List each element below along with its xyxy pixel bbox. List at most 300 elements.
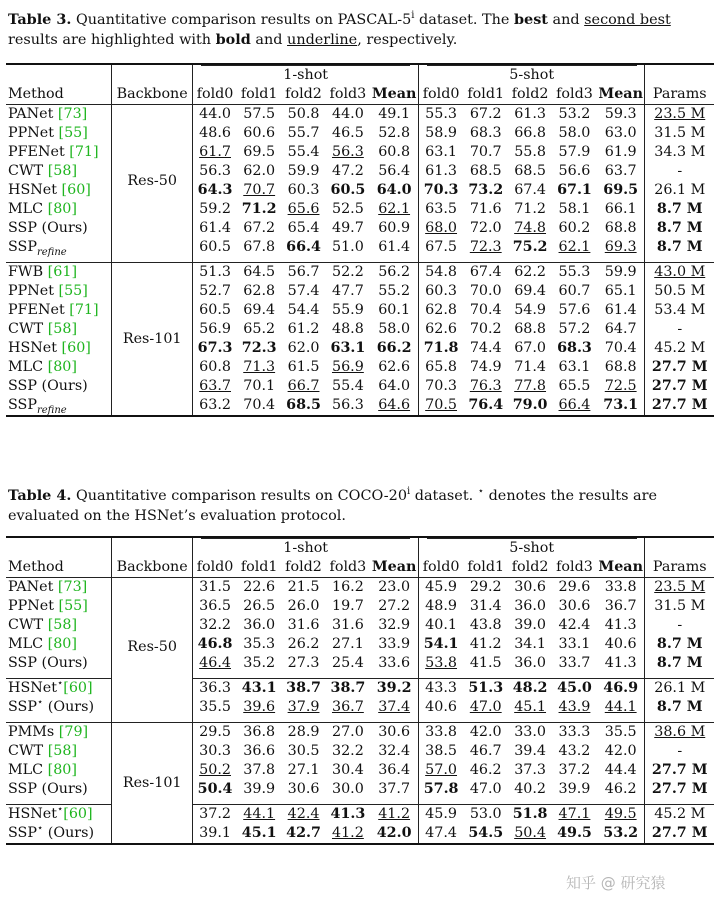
method-name: HSNet [60] [8, 340, 91, 356]
cell: 23.0 [378, 579, 411, 595]
cell: 37.4 [378, 699, 411, 715]
cell: 32.9 [378, 617, 411, 633]
cell: 52.5 [331, 201, 364, 217]
cell: 68.8 [604, 220, 637, 236]
cell: 39.9 [243, 781, 276, 797]
cell: 30.0 [331, 781, 364, 797]
cell: 62.1 [378, 201, 411, 217]
cell: 50.4 [193, 780, 237, 799]
cell: 62.2 [508, 263, 552, 283]
cell: 65.2 [243, 321, 276, 337]
cell: 8.7 M [645, 200, 714, 219]
cell: 16.2 [331, 579, 364, 595]
cell: 68.0 [418, 219, 463, 238]
citation-link: [71] [69, 144, 99, 160]
cell: 72.0 [469, 220, 502, 236]
cell: 55.9 [331, 302, 364, 318]
cell: 53.0 [463, 805, 508, 825]
cell: 62.0 [287, 340, 320, 356]
cell: 36.5 [193, 597, 237, 616]
cell: 33.8 [418, 723, 463, 743]
table3-caption: Table 3. Quantitative comparison results on PASCAL-5$^i$ dataset. The best and second best results are highlighted with bold and underline, respectively. [8, 10, 671, 48]
header-params: Params [645, 558, 714, 578]
citation-link: [71] [69, 302, 99, 318]
cell: 57.9 [558, 144, 591, 160]
cell: 68.5 [469, 163, 502, 179]
cell: 47.7 [331, 283, 364, 299]
header-fold-4: Mean [597, 85, 645, 105]
cell: 61.7 [193, 143, 237, 162]
cell: 57.2 [558, 321, 591, 337]
cell: 44.1 [604, 699, 637, 715]
cell: 62.8 [418, 301, 463, 320]
cell: 58.0 [378, 321, 411, 337]
cell: 56.3 [331, 144, 364, 160]
cell: 23.5 M [645, 578, 714, 598]
header-fold-1: fold1 [237, 85, 282, 105]
cell: 65.1 [604, 283, 637, 299]
cell: 43.3 [418, 679, 463, 699]
cell: 31.6 [331, 617, 364, 633]
cell: 64.7 [604, 321, 637, 337]
header-method: Method [6, 558, 111, 578]
cell: 69.3 [604, 239, 637, 255]
cell: 68.5 [514, 163, 547, 179]
cell: 29.6 [558, 579, 591, 595]
cell: 65.6 [287, 201, 320, 217]
cell: - [645, 320, 714, 339]
cell: 71.2 [241, 201, 277, 217]
cell: 38.6 M [645, 723, 714, 743]
cell: 46.4 [193, 654, 237, 673]
method-name: SSP (Ours) [8, 378, 88, 394]
cell: 63.1 [330, 340, 366, 356]
cell: 40.1 [418, 616, 463, 635]
cell: 67.3 [193, 339, 237, 358]
cell: 61.2 [287, 321, 320, 337]
cell: 70.4 [604, 340, 637, 356]
method-name: CWT [58] [8, 321, 78, 337]
cell: 44.4 [604, 762, 637, 778]
cell: 62.0 [243, 163, 276, 179]
cell: 37.8 [243, 762, 276, 778]
cell: 70.7 [469, 144, 502, 160]
cell: 41.3 [325, 805, 370, 825]
cell: 66.1 [604, 201, 637, 217]
cell: 52.8 [378, 125, 411, 141]
cell: 76.4 [463, 396, 508, 416]
method-name: MLC [80] [8, 762, 77, 778]
cell: 64.0 [376, 182, 412, 198]
cell: 68.3 [557, 340, 592, 356]
cell: 39.9 [558, 781, 591, 797]
cell: 67.2 [243, 220, 276, 236]
cell: 60.2 [558, 220, 591, 236]
citation-link: [73] [57, 106, 88, 122]
cell: 60.5 [193, 301, 237, 320]
cell: 60.3 [418, 282, 463, 301]
cell: 71.3 [243, 359, 276, 375]
cell: 53.2 [597, 824, 645, 844]
cell: 36.4 [378, 762, 411, 778]
cell: 42.0 [604, 743, 637, 759]
cell: 41.3 [604, 655, 637, 671]
cell: 29.2 [469, 579, 502, 595]
cell: 69.4 [243, 302, 276, 318]
method-name: SSP⋆ (Ours) [8, 697, 95, 715]
table-row [6, 723, 714, 743]
citation-link: [60] [61, 182, 91, 198]
cell: 42.0 [463, 723, 508, 743]
cell: 74.8 [514, 220, 547, 236]
cell: 74.9 [469, 359, 502, 375]
cell: 55.8 [514, 144, 547, 160]
cell: 39.4 [514, 743, 547, 759]
cell: 45.9 [418, 578, 463, 598]
cell: 40.6 [418, 698, 463, 717]
header-fold-4: Mean [370, 558, 418, 578]
cell: 65.4 [287, 220, 320, 236]
cell: 27.7 M [645, 824, 714, 844]
cell: 26.0 [287, 598, 320, 614]
cell: 65.8 [418, 358, 463, 377]
citation-link: [55] [58, 283, 88, 299]
header-fold-0: fold0 [418, 85, 463, 105]
header-params: Params [645, 85, 714, 105]
watermark: 知乎 @ 研究猿 [566, 874, 666, 892]
method-name: HSNet [60] [8, 182, 91, 198]
cell: 67.8 [243, 239, 276, 255]
cell: 56.9 [193, 320, 237, 339]
cell: 43.2 [558, 743, 591, 759]
cell: 66.8 [514, 125, 547, 141]
cell: 50.4 [508, 824, 552, 844]
cell: 53.2 [558, 106, 591, 122]
header-fold-1: fold1 [237, 558, 282, 578]
cell: - [645, 162, 714, 181]
cell: 48.9 [418, 597, 463, 616]
cell: 41.2 [469, 636, 502, 652]
citation-link: [58] [47, 163, 78, 179]
cell: 70.4 [237, 396, 282, 416]
cell: 70.3 [418, 181, 463, 200]
cell: 79.0 [508, 396, 552, 416]
cell: 27.7 M [645, 780, 714, 799]
method-name: CWT [58] [8, 163, 78, 179]
cell: 62.6 [378, 359, 411, 375]
cell: 71.4 [514, 359, 547, 375]
cell: 61.9 [604, 144, 637, 160]
cell: 36.7 [331, 699, 364, 715]
header-fold-0: fold0 [418, 558, 463, 578]
cell: 50.5 M [645, 282, 714, 301]
cell: 63.1 [558, 359, 591, 375]
cell: 8.7 M [645, 238, 714, 257]
header-fold-2: fold2 [282, 558, 326, 578]
cell: 66.2 [376, 340, 412, 356]
cell: 72.3 [241, 340, 277, 356]
cell: 41.5 [469, 655, 502, 671]
table3-label: Table 3. [8, 11, 72, 28]
cell: 57.6 [558, 302, 591, 318]
cell: 27.7 M [645, 396, 714, 416]
cell: 35.2 [243, 655, 276, 671]
backbone-cell: Res-101 [111, 723, 192, 845]
cell: 62.1 [558, 239, 591, 255]
cell: 68.8 [604, 359, 637, 375]
cell: 55.3 [552, 263, 597, 283]
backbone-cell: Res-50 [111, 105, 192, 258]
header-fold-4: Mean [597, 558, 645, 578]
cell: - [645, 616, 714, 635]
cell: 67.4 [463, 263, 508, 283]
cell: 60.3 [287, 182, 320, 198]
method-name: $SSP_{refine}$ [8, 239, 67, 258]
cell: 33.6 [378, 655, 411, 671]
header-fold-2: fold2 [508, 558, 552, 578]
cell: 58.1 [558, 201, 591, 217]
cell: 67.0 [514, 340, 547, 356]
cell: 50.8 [287, 106, 320, 122]
cell: 58.0 [558, 125, 591, 141]
cell: 51.3 [193, 263, 237, 283]
method-name: SSP⋆ (Ours) [6, 824, 111, 844]
cell: 55.4 [331, 378, 364, 394]
cell: 26.2 [287, 636, 320, 652]
cell: 46.5 [331, 125, 364, 141]
cell: 68.3 [469, 125, 502, 141]
cell: 47.2 [331, 163, 364, 179]
cell: 61.4 [193, 219, 237, 238]
method-name: PFENet [71] [8, 144, 99, 160]
cell: 36.0 [243, 617, 276, 633]
header-fold-2: fold2 [508, 85, 552, 105]
header-fold-2: fold2 [282, 85, 326, 105]
citation-link: [60] [63, 806, 93, 822]
method-name: PANet [73] [8, 579, 88, 595]
cell: 33.3 [552, 723, 597, 743]
backbone-cell: Res-101 [111, 263, 192, 417]
cell: 44.0 [193, 105, 237, 125]
cell: 19.7 [331, 598, 364, 614]
header-fold-0: fold0 [193, 558, 237, 578]
cell: 38.5 [418, 742, 463, 761]
header-fold-4: Mean [370, 85, 418, 105]
cell: 55.3 [418, 105, 463, 125]
cell: 47.4 [418, 824, 463, 844]
citation-link: [80] [47, 201, 77, 217]
table-row [6, 105, 714, 125]
cell: 49.7 [331, 220, 364, 236]
cell: 59.9 [597, 263, 645, 283]
cell: 8.7 M [645, 654, 714, 673]
cell: 56.9 [331, 359, 364, 375]
cell: 67.1 [557, 182, 592, 198]
citation-link: [60] [63, 680, 93, 696]
method-name: MLC [80] [8, 636, 77, 652]
cell: 63.2 [193, 396, 237, 416]
cell: 22.6 [243, 579, 276, 595]
cell: 71.2 [514, 201, 547, 217]
cell: 8.7 M [645, 635, 714, 654]
table4-caption: Table 4. Quantitative comparison results on COCO-20$^i$ dataset. ⋆ denotes the results are evaluated on the HSNet’s evaluation protocol. [8, 486, 658, 524]
cell: 35.5 [193, 698, 237, 717]
cell: 60.5 [330, 182, 366, 198]
cell: 45.1 [514, 699, 547, 715]
cell: 27.3 [287, 655, 320, 671]
cell: 45.9 [418, 805, 463, 825]
cell: 31.5 M [645, 597, 714, 616]
cell: 31.6 [287, 617, 320, 633]
cell: 33.8 [604, 579, 637, 595]
method-name: SSP (Ours) [8, 220, 88, 236]
cell: 55.4 [287, 144, 320, 160]
header-5shot: 5-shot [418, 537, 645, 558]
cell: 37.3 [514, 762, 547, 778]
cell: 44.0 [331, 106, 364, 122]
cell: 61.3 [514, 106, 547, 122]
cell: 21.5 [287, 579, 320, 595]
cell: 48.2 [508, 679, 552, 699]
header-fold-3: fold3 [325, 558, 370, 578]
cell: 42.4 [282, 805, 326, 825]
cell: 30.3 [193, 742, 237, 761]
cell: 48.8 [331, 321, 364, 337]
cell: 55.7 [287, 125, 320, 141]
cell: 41.2 [325, 824, 370, 844]
cell: 43.0 M [645, 263, 714, 283]
header-5shot: 5-shot [418, 64, 645, 85]
citation-link: [55] [58, 125, 88, 141]
cell: 54.9 [514, 302, 547, 318]
cell: 49.1 [378, 106, 411, 122]
cell: 32.2 [331, 743, 364, 759]
cell: 8.7 M [645, 219, 714, 238]
cell: 46.8 [193, 635, 237, 654]
cell: 56.3 [325, 396, 370, 416]
cell: 26.1 M [645, 181, 714, 200]
method-name: PPNet [55] [8, 283, 88, 299]
cell: 25.4 [331, 655, 364, 671]
method-name: FWB [61] [6, 263, 111, 283]
cell: 40.2 [514, 781, 547, 797]
method-name: SSP (Ours) [8, 655, 88, 671]
cell: 51.3 [463, 679, 508, 699]
cell: 47.1 [552, 805, 597, 825]
cell: 53.8 [418, 654, 463, 673]
cell: 26.1 M [645, 679, 714, 699]
cell: 39.6 [243, 699, 276, 715]
cell: 36.0 [514, 655, 547, 671]
cell: 77.8 [514, 378, 547, 394]
cell: 37.2 [193, 805, 237, 825]
citation-link: [73] [57, 579, 88, 595]
cell: 46.2 [469, 762, 502, 778]
method-name: PPNet [55] [8, 125, 88, 141]
cell: 54.5 [463, 824, 508, 844]
cell: 67.4 [514, 182, 547, 198]
citation-link: [58] [47, 321, 78, 337]
cell: 71.6 [469, 201, 502, 217]
table4-label: Table 4. [8, 487, 72, 504]
table-row [6, 578, 714, 598]
cell: 33.9 [378, 636, 411, 652]
cell: 54.4 [287, 302, 320, 318]
cell: 62.6 [418, 320, 463, 339]
citation-link: [80] [47, 636, 77, 652]
cell: 60.8 [193, 358, 237, 377]
cell: 57.0 [418, 761, 463, 780]
method-name: SSP (Ours) [8, 781, 88, 797]
cell: 27.7 M [645, 761, 714, 780]
cell: 69.4 [514, 283, 547, 299]
cell: 60.6 [243, 125, 276, 141]
cell: 53.4 M [645, 301, 714, 320]
citation-link: [55] [58, 598, 88, 614]
method-name: HSNet⋆[60] [6, 805, 111, 825]
method-name: HSNet⋆[60] [6, 679, 111, 699]
cell: 67.5 [418, 238, 463, 257]
header-fold-3: fold3 [552, 85, 597, 105]
cell: 43.8 [469, 617, 502, 633]
cell: 56.7 [282, 263, 326, 283]
header-fold-3: fold3 [325, 85, 370, 105]
cell: 42.4 [558, 617, 591, 633]
cell: 69.5 [243, 144, 276, 160]
cell: 49.5 [552, 824, 597, 844]
cell: 72.5 [604, 378, 637, 394]
cell: 36.3 [193, 679, 237, 699]
header-fold-3: fold3 [552, 558, 597, 578]
cell: 74.4 [469, 340, 502, 356]
cell: 27.7 M [645, 377, 714, 396]
header-fold-0: fold0 [193, 85, 237, 105]
cell: 48.6 [193, 124, 237, 143]
cell: 27.2 [378, 598, 411, 614]
table3 [6, 63, 714, 417]
backbone-cell: Res-50 [111, 578, 192, 718]
cell: 27.7 M [645, 358, 714, 377]
cell: 31.4 [469, 598, 502, 614]
cell: 70.3 [418, 377, 463, 396]
cell: 60.5 [193, 238, 237, 257]
cell: 31.5 [193, 578, 237, 598]
cell: 70.7 [243, 182, 276, 198]
cell: 54.8 [418, 263, 463, 283]
cell: 36.6 [243, 743, 276, 759]
table-row [6, 263, 714, 283]
cell: 62.8 [243, 283, 276, 299]
cell: 30.6 [514, 579, 547, 595]
cell: 52.7 [193, 282, 237, 301]
cell: 65.5 [558, 378, 591, 394]
cell: 8.7 M [645, 698, 714, 717]
cell: 56.6 [558, 163, 591, 179]
cell: 63.7 [193, 377, 237, 396]
cell: 30.6 [558, 598, 591, 614]
citation-link: [60] [61, 340, 91, 356]
citation-link: [61] [47, 264, 78, 280]
cell: 60.7 [558, 283, 591, 299]
cell: 44.1 [237, 805, 282, 825]
cell: 56.2 [370, 263, 418, 283]
method-name: PPNet [55] [8, 598, 88, 614]
cell: 41.3 [604, 617, 637, 633]
cell: 33.1 [558, 636, 591, 652]
cell: 56.4 [378, 163, 411, 179]
method-name: MLC [80] [8, 201, 77, 217]
cell: 69.5 [603, 182, 639, 198]
